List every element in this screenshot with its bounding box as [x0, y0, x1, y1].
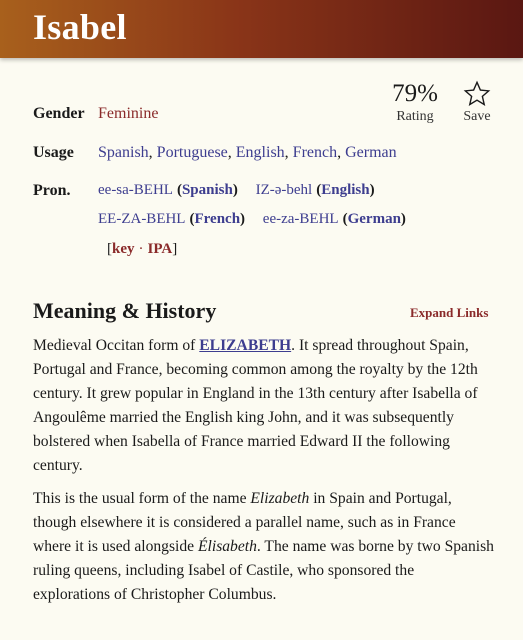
save-label: Save — [463, 109, 491, 124]
emphasized-name: Elizabeth — [250, 490, 310, 507]
pronunciation-text: ee-za-BEHL — [262, 211, 339, 227]
usage-link-spanish[interactable]: Spanish — [98, 144, 149, 161]
pronunciation-lang: French — [194, 211, 241, 227]
paragraph-text: . It spread throughout Spain, Portugal and France, becoming common among the royalty by the 12th century. It grew popular in England in the 13th century after Isabella of Angoulême married the English king John, and it was subsequently bolstered when Isabella of France married Edward II the following century. — [33, 337, 478, 474]
star-icon — [463, 80, 491, 108]
usage-link-portuguese[interactable]: Portuguese — [156, 144, 228, 161]
usage-link-german[interactable]: German — [345, 144, 397, 161]
meaning-paragraph-1 — [33, 334, 495, 478]
ipa-link[interactable]: IPA — [147, 241, 173, 257]
gender-label: Gender — [33, 105, 85, 122]
usage-link-english[interactable]: English — [235, 144, 285, 161]
pronunciation-item[interactable]: EE-ZA-BEHL (French) — [98, 211, 246, 227]
header-bar — [0, 0, 523, 58]
pronunciation-item[interactable]: IZ-ə-behl (English) — [255, 182, 375, 198]
emphasized-name: Élisabeth — [198, 538, 257, 555]
save-button[interactable] — [458, 80, 496, 125]
pronunciation-text: IZ-ə-behl — [255, 182, 313, 198]
paragraph-text: . The name was borne by two Spanish ruling queens, including Isabel of Castile, who sponsored the explorations of Christopher Columbus. — [33, 538, 494, 603]
gender-value: Feminine — [98, 105, 159, 122]
pronunciation-row-2 — [98, 211, 420, 228]
pronunciation-text: EE-ZA-BEHL — [98, 211, 186, 227]
elizabeth-link[interactable]: ELIZABETH — [199, 337, 292, 354]
pronunciation-label: Pron. — [33, 182, 71, 199]
usage-list: Spanish, Portuguese, English, French, German — [98, 144, 397, 161]
rating-value: 79% — [392, 80, 438, 107]
rating-widget[interactable] — [388, 80, 442, 125]
page-title: Isabel — [33, 7, 127, 47]
expand-links-button[interactable]: Expand Links — [410, 305, 489, 320]
pronunciation-item[interactable]: ee-za-BEHL (German) — [262, 211, 406, 227]
pronunciation-lang: German — [347, 211, 401, 227]
pronunciation-text: ee-sa-BEHL — [98, 182, 173, 198]
usage-link-french[interactable]: French — [292, 144, 338, 161]
pronunciation-row-1 — [98, 182, 389, 199]
pronunciation-lang: Spanish — [181, 182, 233, 198]
paragraph-text: Medieval Occitan form of — [33, 337, 200, 354]
pronunciation-lang: English — [321, 182, 370, 198]
rating-label: Rating — [396, 109, 434, 124]
paragraph-text: in Spain and Portugal, though elsewhere it is considered a parallel name, such as in France where it is used alongside — [33, 490, 456, 555]
meaning-paragraph-2 — [33, 487, 495, 607]
key-link[interactable]: key — [112, 241, 135, 257]
paragraph-text: This is the usual form of the name — [33, 490, 251, 507]
usage-label: Usage — [33, 144, 74, 161]
key-ipa-links: [key · IPA] — [107, 241, 178, 257]
meaning-history-heading: Meaning & History — [33, 298, 217, 323]
pronunciation-item[interactable]: ee-sa-BEHL (Spanish) — [98, 182, 238, 198]
